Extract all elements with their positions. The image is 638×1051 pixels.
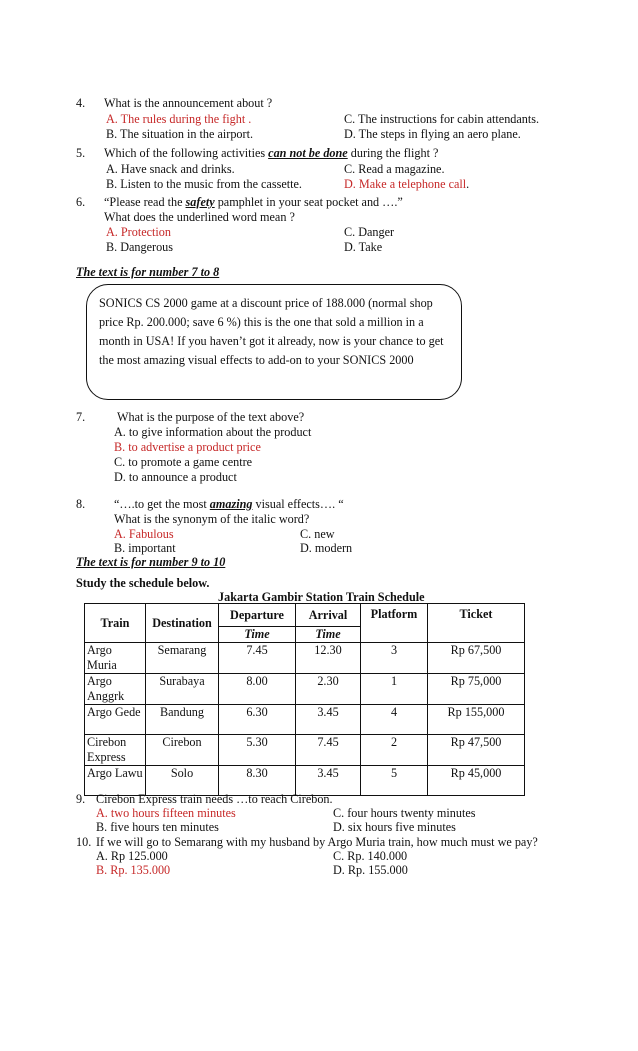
q9-option-d: D. six hours five minutes xyxy=(333,820,456,834)
cell-arrival: 3.45 xyxy=(296,766,361,796)
table-row xyxy=(85,643,525,674)
cell-platform: 5 xyxy=(361,766,428,796)
table-row xyxy=(85,674,525,705)
q4-option-c: C. The instructions for cabin attendants. xyxy=(344,112,540,126)
q6-option-d: D. Take xyxy=(344,240,383,254)
header-platform: Platform xyxy=(361,604,428,643)
study-instruction: Study the schedule below. xyxy=(76,576,210,590)
header-train: Train xyxy=(85,604,146,643)
subheader-arrival-time: Time xyxy=(296,627,361,643)
q4-option-d: D. The steps in flying an aero plane. xyxy=(344,127,521,141)
q5-question: Which of the following activities can not be done during the flight ? xyxy=(104,146,439,160)
header-ticket: Ticket xyxy=(428,604,525,643)
q8-option-c: C. new xyxy=(300,527,335,541)
q8-number: 8. xyxy=(76,497,86,511)
table-row xyxy=(85,735,525,766)
q9-option-a: A. two hours fifteen minutes xyxy=(96,806,236,820)
cell-platform: 1 xyxy=(361,674,428,705)
advertisement-box xyxy=(86,284,462,400)
cell-platform: 3 xyxy=(361,643,428,674)
q4-number: 4. xyxy=(76,96,86,110)
q8-option-a: A. Fabulous xyxy=(114,527,174,541)
cell-arrival: 12.30 xyxy=(296,643,361,674)
cell-destination: Semarang xyxy=(146,643,219,674)
q6-number: 6. xyxy=(76,195,86,209)
cell-train: Argo Gede xyxy=(85,705,146,735)
cell-platform: 2 xyxy=(361,735,428,766)
cell-destination: Cirebon xyxy=(146,735,219,766)
q6-option-b: B. Dangerous xyxy=(106,240,174,254)
cell-ticket: Rp 67,500 xyxy=(428,643,525,674)
q6-option-c: C. Danger xyxy=(344,225,395,239)
q4-option-b: B. The situation in the airport. xyxy=(106,127,254,141)
q10-option-b: B. Rp. 135.000 xyxy=(96,863,171,877)
cell-ticket: Rp 75,000 xyxy=(428,674,525,705)
section-heading-9-10: The text is for number 9 to 10 xyxy=(76,555,226,569)
cell-departure: 6.30 xyxy=(219,705,296,735)
q6-option-a: A. Protection xyxy=(106,225,171,239)
cell-ticket: Rp 45,000 xyxy=(428,766,525,796)
q10-option-d: D. Rp. 155.000 xyxy=(333,863,408,877)
section-heading-7-8: The text is for number 7 to 8 xyxy=(76,265,220,279)
q9-option-b: B. five hours ten minutes xyxy=(96,820,219,834)
cell-train: Cirebon Express xyxy=(85,735,146,766)
cell-train: Argo Lawu xyxy=(85,766,146,796)
q7-option-a: A. to give information about the product xyxy=(114,425,312,439)
q7-question: What is the purpose of the text above? xyxy=(117,410,305,424)
q9-option-c: C. four hours twenty minutes xyxy=(333,806,476,820)
cell-destination: Bandung xyxy=(146,705,219,735)
subheader-departure-time: Time xyxy=(219,627,296,643)
q9-number: 9. xyxy=(76,792,86,806)
advertisement-text: SONICS CS 2000 game at a discount price of 188.000 (normal shop price Rp. 200.000; save 6 %) this is the one that sold a million in a month in USA! If you haven’t got it already, now is your chance to get the most amazing visual effects to add-on to your SONICS 2000 xyxy=(99,296,444,367)
table-row xyxy=(85,766,525,796)
q5-number: 5. xyxy=(76,146,86,160)
q10-question: If we will go to Semarang with my husband by Argo Muria train, how much must we pay? xyxy=(96,835,538,849)
q7-option-d: D. to announce a product xyxy=(114,470,237,484)
q5-option-a: A. Have snack and drinks. xyxy=(106,162,235,176)
header-arrival: Arrival xyxy=(296,604,361,627)
q6-question-line2: What does the underlined word mean ? xyxy=(104,210,295,224)
cell-train: Argo Anggrk xyxy=(85,674,146,705)
cell-destination: Solo xyxy=(146,766,219,796)
cell-arrival: 2.30 xyxy=(296,674,361,705)
cell-arrival: 3.45 xyxy=(296,705,361,735)
q5-option-c: C. Read a magazine. xyxy=(344,162,445,176)
table-row xyxy=(85,705,525,735)
q8-question-line2: What is the synonym of the italic word? xyxy=(114,512,310,526)
q8-option-d: D. modern xyxy=(300,541,353,555)
q4-question: What is the announcement about ? xyxy=(104,96,273,110)
schedule-title: Jakarta Gambir Station Train Schedule xyxy=(218,590,425,604)
cell-arrival: 7.45 xyxy=(296,735,361,766)
cell-departure: 5.30 xyxy=(219,735,296,766)
q10-option-c: C. Rp. 140.000 xyxy=(333,849,408,863)
q6-question: “Please read the safety pamphlet in your seat pocket and ….” xyxy=(104,195,403,209)
cell-ticket: Rp 155,000 xyxy=(428,705,525,735)
cell-ticket: Rp 47,500 xyxy=(428,735,525,766)
cell-train: Argo Muria xyxy=(85,643,146,674)
q5-option-b: B. Listen to the music from the cassette. xyxy=(106,177,302,191)
cell-departure: 8.00 xyxy=(219,674,296,705)
header-destination: Destination xyxy=(146,604,219,643)
q4-option-a: A. The rules during the fight . xyxy=(106,112,252,126)
cell-departure: 7.45 xyxy=(219,643,296,674)
cell-platform: 4 xyxy=(361,705,428,735)
q8-question: “….to get the most amazing visual effects…. “ xyxy=(114,497,344,511)
header-departure: Departure xyxy=(219,604,296,627)
q10-number: 10. xyxy=(76,835,92,849)
schedule-table xyxy=(84,603,525,796)
q9-question: Cirebon Express train needs …to reach Cirebon. xyxy=(96,792,333,806)
cell-departure: 8.30 xyxy=(219,766,296,796)
q10-option-a: A. Rp 125.000 xyxy=(96,849,168,863)
cell-destination: Surabaya xyxy=(146,674,219,705)
q7-option-c: C. to promote a game centre xyxy=(114,455,253,469)
q8-option-b: B. important xyxy=(114,541,176,555)
q7-number: 7. xyxy=(76,410,86,424)
q5-option-d: D. Make a telephone call. xyxy=(344,177,470,191)
q7-option-b: B. to advertise a product price xyxy=(114,440,261,454)
